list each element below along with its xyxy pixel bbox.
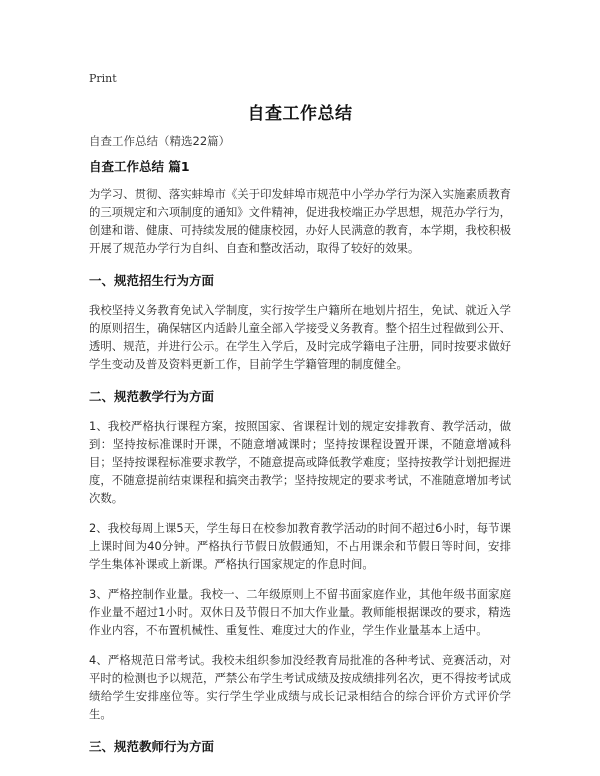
section-paragraph: 2、我校每周上课5天，学生每日在校参加教育教学活动的时间不超过6小时，每节课上课时间为40分钟。严格执行节假日放假通知，不占用课余和节假日等时间，安排学生集体补课或上新课。严格执行国家规定的作息时间。 bbox=[89, 521, 511, 571]
intro-paragraph: 为学习、贯彻、落实蚌埠市《关于印发蚌埠市规范中小学办学行为深入实施素质教育的三项规定和六项制度的通知》文件精神，促进我校端正办学思想，规范办学行为，创建和谐、健康、可持续发展的健康校园，办好人民满意的教育，本学期，我校积极开展了规范办学行为自纠、自查和整改活动，取得了较好的效果。 bbox=[89, 187, 511, 255]
section-heading-teaching: 二、规范教学行为方面 bbox=[89, 389, 215, 404]
part-heading: 自查工作总结 篇1 bbox=[89, 159, 190, 174]
section-paragraph: 4、严格规范日常考试。我校未组织参加没经教育局批准的各种考试、竞赛活动，对平时的检测也予以规范，严禁公布学生考试成绩及按成绩排列名次，更不得按考试成绩给学生安排座位等。实行学生学业成绩与成长记录相结合的综合评价方式评价学生。 bbox=[89, 653, 511, 721]
section-paragraph: 1、我校严格执行课程方案，按照国家、省课程计划的规定安排教育、教学活动，做到：坚持按标准课时开课，不随意增减课时；坚持按课程设置开课，不随意增减科目；坚持按课程标准要求教学，不随意提高或降低教学难度；坚持按教学计划把握进度，不随意提前结束课程和搞突击教学；坚持按规定的要求考试，不准随意增加考试次数。 bbox=[89, 419, 511, 505]
section-heading-teachers: 三、规范教师行为方面 bbox=[89, 739, 215, 754]
print-link[interactable]: Print bbox=[89, 72, 117, 85]
page-title: 自查工作总结 bbox=[247, 104, 353, 124]
section-heading-enrollment: 一、规范招生行为方面 bbox=[89, 273, 215, 288]
section-paragraph: 我校坚持义务教育免试入学制度，实行按学生户籍所在地划片招生，免试、就近入学的原则招生，确保辖区内适龄儿童全部入学接受义务教育。整个招生过程做到公开、透明、规范，并进行公示。在学生入学后，及时完成学籍电子注册，同时按要求做好学生变动及普及资料更新工作，目前学生学籍管理的制度健全。 bbox=[89, 303, 511, 371]
document-body bbox=[89, 158, 511, 767]
section-paragraph: 3、严格控制作业量。我校一、二年级原则上不留书面家庭作业，其他年级书面家庭作业量不超过1小时。双休日及节假日不加大作业量。教师能根据课改的要求，精选作业内容，不布置机械性、重复性、难度过大的作业，学生作业量基本上适中。 bbox=[89, 587, 511, 637]
document-subtitle: 自查工作总结（精选22篇） bbox=[89, 134, 231, 148]
